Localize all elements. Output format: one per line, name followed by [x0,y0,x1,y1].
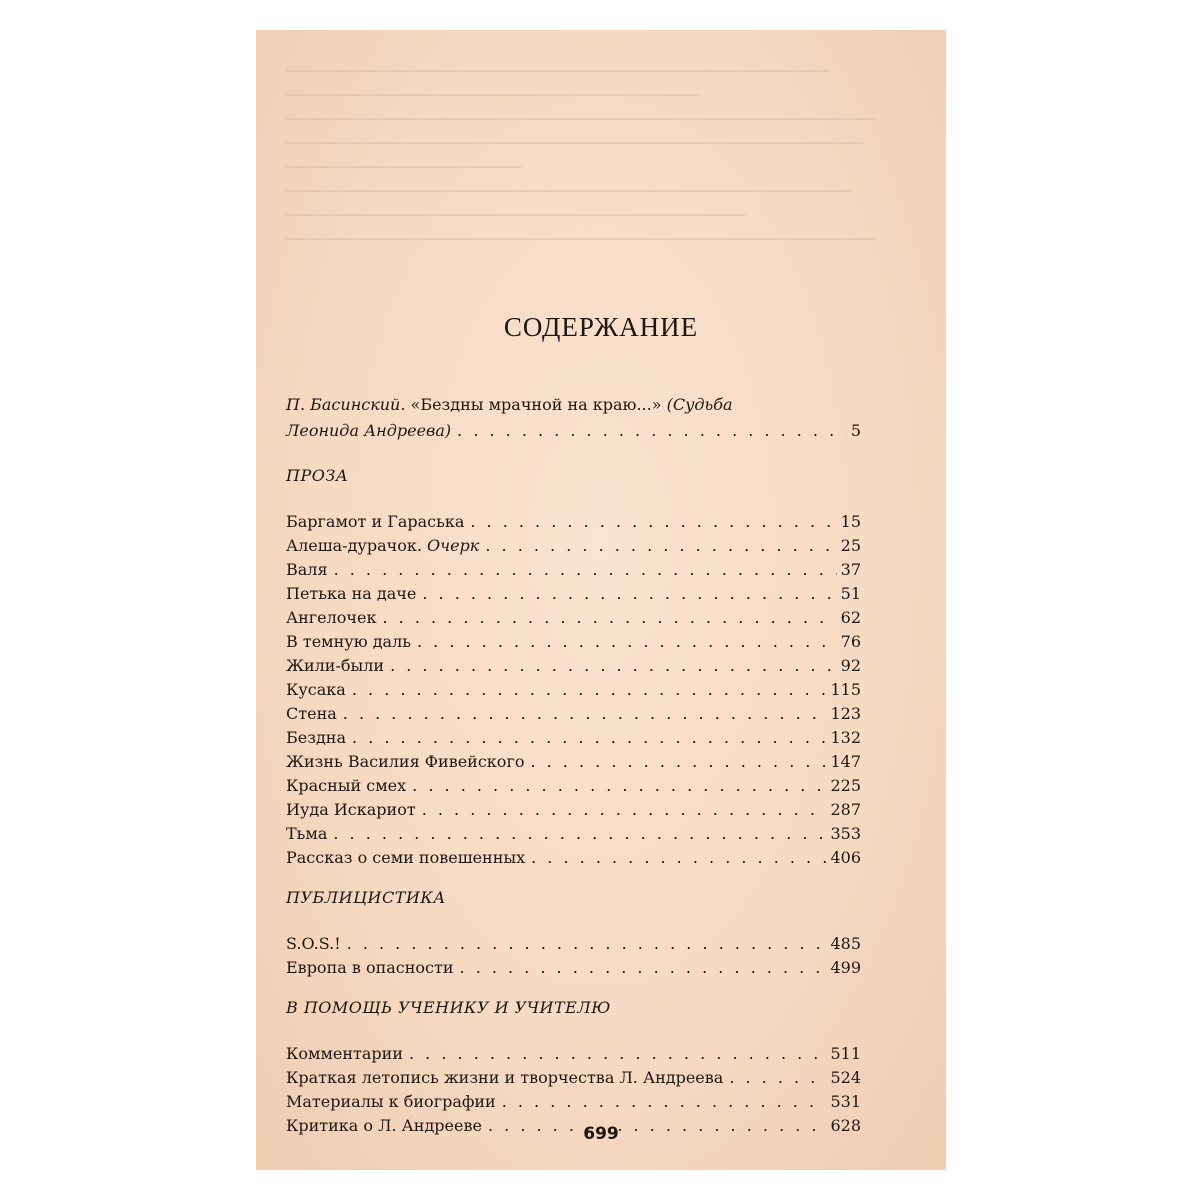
toc-entry: Алеша-дурачок. Очерк . . . 25 [286,534,861,558]
toc-entry: Жили-были . . . 92 [286,654,861,678]
toc-entry: Материалы к биографии . . . 531 [286,1090,861,1114]
section-items-publicistika [286,932,861,980]
intro-subtitle-2: Леонида Андреева) [286,421,452,440]
toc-entry: S.O.S.! . . . 485 [286,932,861,956]
toc-entry: Бездна . . . 132 [286,726,861,750]
toc-entry: Комментарии . . . 511 [286,1042,861,1066]
toc-intro-entry [286,392,861,444]
toc-entry: Краткая летопись жизни и творчества Л. Андреева . . . 524 [286,1066,861,1090]
intro-author: П. Басинский. [286,395,406,414]
intro-page: 5 [850,421,861,440]
intro-line-2 [286,418,861,444]
toc-entry: Критика о Л. Андрееве . . . 628 [286,1114,861,1138]
intro-work: «Бездны мрачной на краю...» [405,395,667,414]
table-of-contents [286,392,861,1138]
bleed-through-text [286,70,876,300]
book-page [256,30,946,1170]
toc-entry: Иуда Искариот . . . 287 [286,798,861,822]
toc-entry: Рассказ о семи повешенных . . . 406 [286,846,861,870]
toc-entry: Кусака . . . 115 [286,678,861,702]
toc-entry: Тьма . . . 353 [286,822,861,846]
leader-dots [457,418,847,444]
toc-entry: В темную даль . . . 76 [286,630,861,654]
toc-entry: Баргамот и Гараська . . . 15 [286,510,861,534]
page-title: СОДЕРЖАНИЕ [503,312,699,342]
toc-entry: Европа в опасности . . . 499 [286,956,861,980]
section-heading-v-pomosch: В ПОМОЩЬ УЧЕНИКУ И УЧИТЕЛЮ [286,998,611,1017]
intro-subtitle-1: (Судьба [666,395,733,414]
toc-entry: Петька на даче . . . 51 [286,582,861,606]
section-heading-proza: ПРОЗА [286,466,349,485]
toc-entry: Валя . . . 37 [286,558,861,582]
toc-entry: Жизнь Василия Фивейского . . . 147 [286,750,861,774]
toc-entry: Ангелочек . . . 62 [286,606,861,630]
intro-line-1 [286,392,861,418]
page-number: 699 [583,1124,619,1144]
section-items-proza [286,510,861,870]
toc-entry: Стена . . . 123 [286,702,861,726]
toc-entry: Красный смех . . . 225 [286,774,861,798]
section-heading-publicistika: ПУБЛИЦИСТИКА [286,888,446,907]
